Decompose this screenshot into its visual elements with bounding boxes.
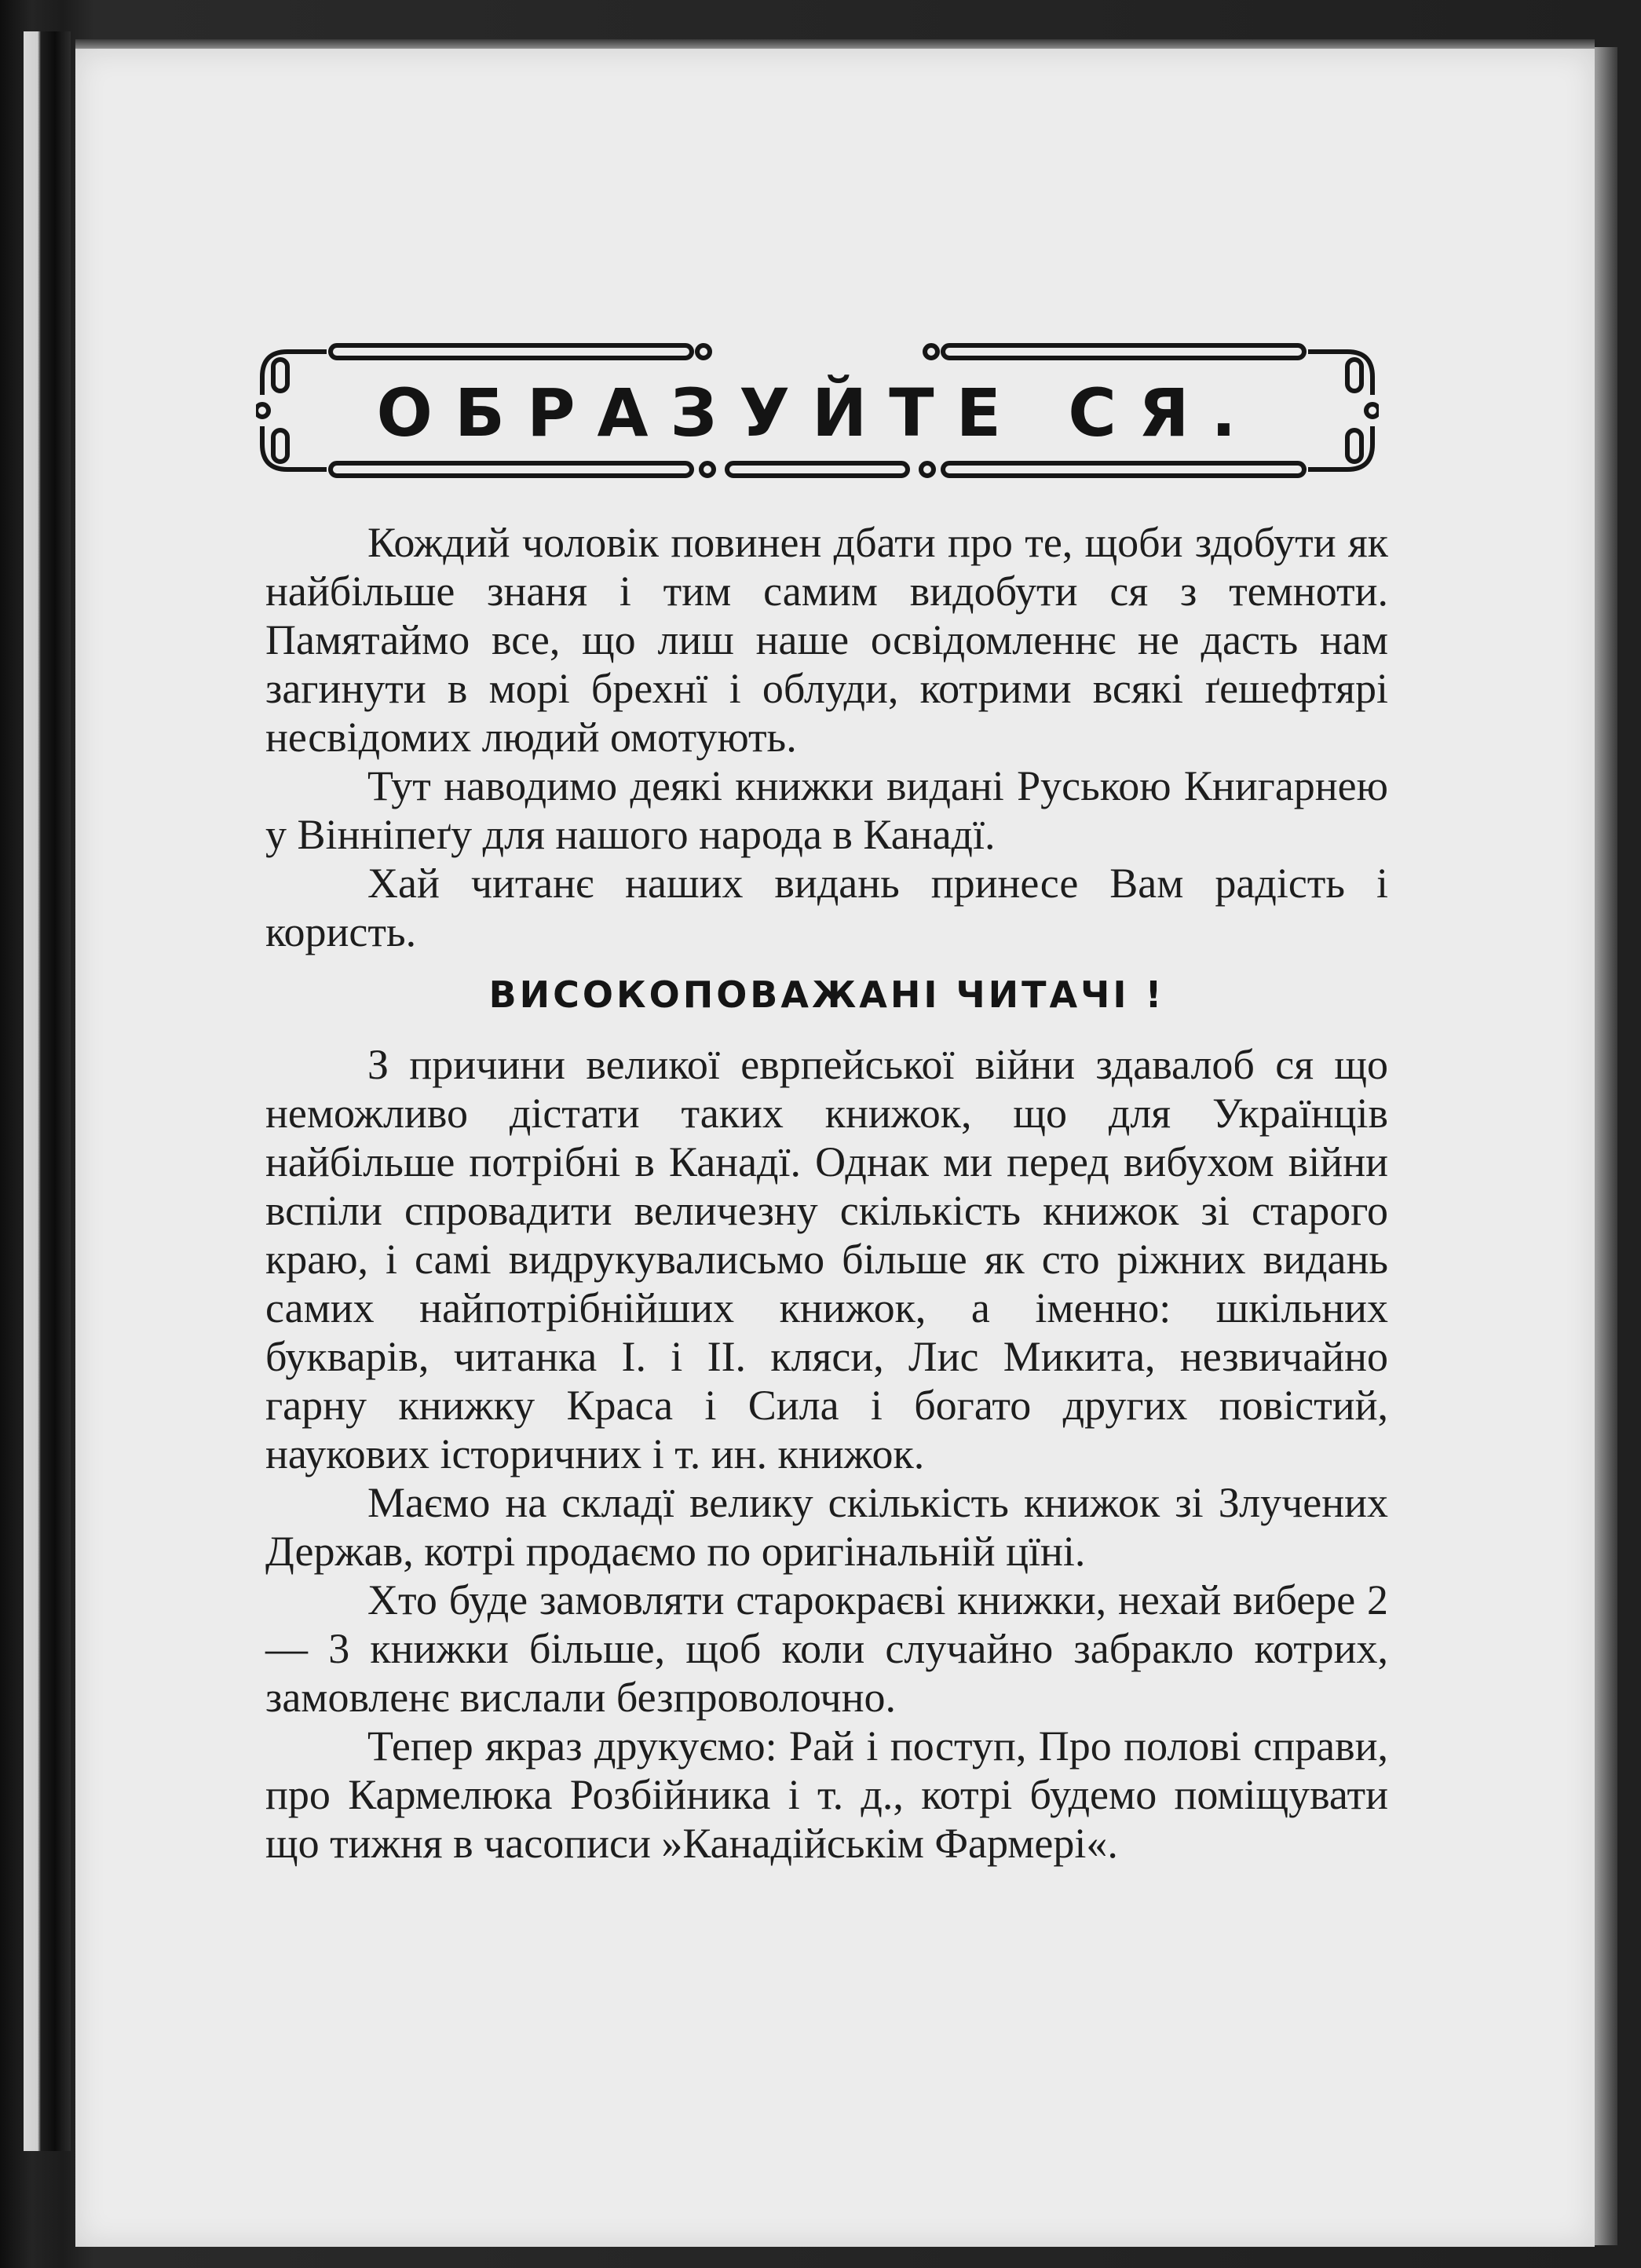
main-section bbox=[265, 1040, 1388, 1868]
body-paragraph: Хто буде замовляти старокраєві книжки, нехай вибере 2 — 3 книжки більше, щоб коли случайно забракло котрих, замовленє вислали безпроволочно. bbox=[265, 1576, 1388, 1721]
body-paragraph: Тепер якраз друкуємо: Рай і поступ, Про полові справи, про Кармелюка Розбійника і т. д., котрі будемо поміщувати що тижня в часописи »Канадійськім Фармері«. bbox=[265, 1722, 1388, 1867]
title-ornament-frame bbox=[256, 328, 1379, 493]
intro-paragraph: Кождий чоловік повинен дбати про те, щоби здобути як найбільше знаня і тим самим видобути ся з темноти. Памятаймо все, що лиш наше освідомленнє не дасть нам загинути в морі брехнї і облуди, котрими всякі ґешефтярі несвідомих людий омотують. bbox=[265, 519, 1388, 761]
intro-paragraph: Тут наводимо деякі книжки видані Руською Книгарнею у Вінніпеґу для нашого народа в Канадї. bbox=[265, 762, 1388, 858]
section-heading: ВИСОКОПОВАЖАНІ ЧИТАЧІ ! bbox=[488, 973, 1165, 1016]
intro-paragraph: Хай читанє наших видань принесе Вам радість і користь. bbox=[265, 860, 1388, 955]
page-title: ОБРАЗУЙТЕ СЯ. bbox=[376, 374, 1259, 451]
intro-section bbox=[265, 518, 1388, 956]
body-paragraph: З причини великої еврпейської війни здавалоб ся що неможливо дістати таких книжок, що для Українців найбільше потрібні в Канадї. Однак ми перед вибухом війни вспіли спровадити величезну скількість книжок зі старого краю, і самі видрукувалисьмо більше як сто ріжних видань самих найпотрібнійших книжок, а іменно: шкільних букварів, читанка І. і II. кляси, Лис Микита, незвичайно гарну книжку Краса і Сила і богато других повістий, наукових історичних і т. ин. книжок. bbox=[265, 1041, 1388, 1477]
binding-edge bbox=[24, 31, 71, 2151]
body-paragraph: Маємо на складї велику скількість книжок зі Злучених Держав, котрі продаємо по оригінальній цїні. bbox=[265, 1479, 1388, 1575]
